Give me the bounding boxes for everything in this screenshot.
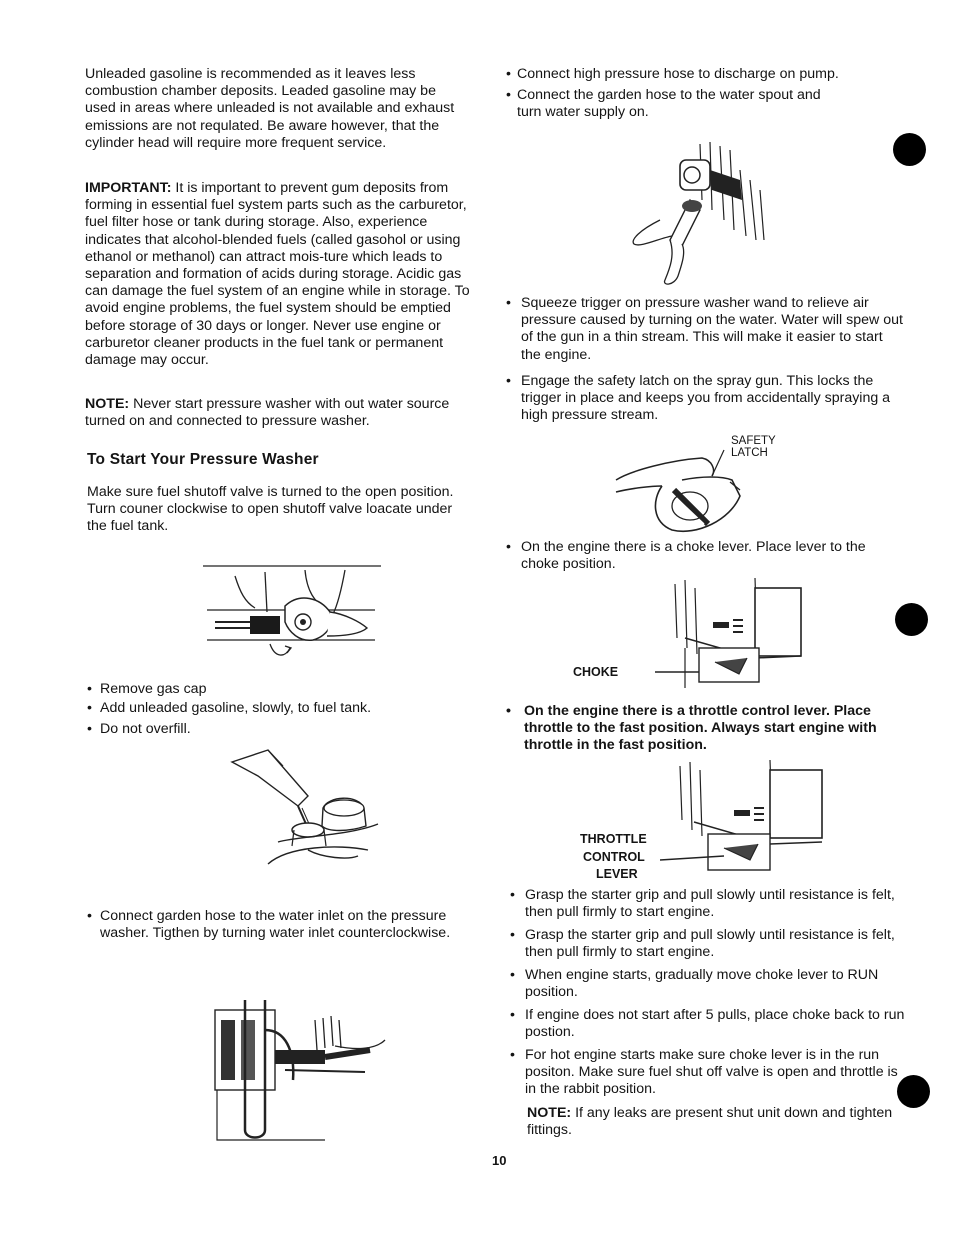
choke-lever-text: On the engine there is a choke lever. Place lever to the choke position.: [521, 539, 866, 573]
list-item: • When engine starts, gradually move choke lever to RUN position.: [510, 967, 905, 1001]
lever-label: LEVER: [596, 867, 638, 881]
list-item: • If engine does not start after 5 pulls, place choke back to run postion.: [510, 1007, 915, 1041]
connect-garden-hose-text: Connect garden hose to the water inlet on the pressure washer. Tigthen by turning water inlet counterclockwise.: [100, 908, 451, 942]
safety-label: SAFETY: [731, 435, 776, 447]
remove-gas-cap-text: Remove gas cap: [100, 681, 207, 697]
list-item: • Squeeze trigger on pressure washer wand to relieve air pressure caused by turning on the water. Water will spew out of the gun in a thin stream. This will make it easier to start the engine.: [506, 295, 906, 364]
important-label: IMPORTANT:: [85, 180, 172, 196]
connect-garden-spout-text: Connect the garden hose to the water spout and turn water supply on.: [517, 87, 821, 121]
fuel-valve-paragraph: [87, 484, 472, 536]
five-pulls-text: If engine does not start after 5 pulls, place choke back to run postion.: [525, 1007, 905, 1041]
water-inlet-illustration: [205, 990, 390, 1150]
hot-engine-text: For hot engine starts make sure choke lever is in the run positon. Make sure fuel shut off valve is open and throttle is in the rabbit position.: [525, 1047, 898, 1098]
list-item: • Engage the safety latch on the spray gun. This locks the trigger in place and keeps you from accidentally spraying a high pressure stream.: [506, 373, 896, 425]
safety-latch-text: Engage the safety latch on the spray gun. This locks the trigger in place and keeps you from accidentally spraying a high pressure stream.: [521, 373, 891, 424]
fuel-recommendation-text: Unleaded gasoline is recommended as it leaves less combustion chamber deposits. Leaded gasoline may be used in areas where unleaded is not available and exhaust emissions are not requlated. Be aware however, that the cylinder head will require more frequent service.: [85, 66, 455, 151]
list-item: • For hot engine starts make sure choke lever is in the run positon. Make sure fuel shut off valve is open and throttle is in the rabbit position.: [510, 1047, 905, 1099]
note-label: NOTE:: [527, 1105, 572, 1121]
list-item: • Add unleaded gasoline, slowly, to fuel tank.: [87, 700, 477, 717]
starter-grip-text: Grasp the starter grip and pull slowly until resistance is felt, then pull firmly to start engine.: [525, 927, 895, 961]
list-item: • Do not overfill.: [87, 721, 477, 738]
list-item: • Grasp the starter grip and pull slowly until resistance is felt, then pull firmly to start engine.: [510, 927, 905, 961]
fuel-recommendation-paragraph: [85, 66, 470, 152]
page-number: 10: [492, 1153, 507, 1168]
list-item: • Connect high pressure hose to discharge on pump.: [506, 66, 906, 83]
important-text: It is important to prevent gum deposits from forming in essential fuel system parts such as the carburetor, fuel filter hose or tank during storage. Also, experience indicates that alcohol-blended fuels (called gasohol or using ethanol or methanol) can attract mois-ture which leads to separation and formation of acids during storage. Acidic gas can damage the fuel system of an engine while in storage. To avoid engine problems, the fuel system should be emptied before storage of 30 days or longer. Never use engine or carburetor cleaner products in the fuel tank or permanent damage may occur.: [85, 180, 470, 369]
note-text: If any leaks are present shut unit down and tighten fittings.: [527, 1105, 893, 1139]
choke-illustration: [655, 578, 815, 693]
garden-spout-illustration: [630, 140, 780, 290]
important-paragraph: [85, 180, 480, 369]
starter-grip-text: Grasp the starter grip and pull slowly until resistance is felt, then pull firmly to start engine.: [525, 887, 895, 921]
add-gasoline-text: Add unleaded gasoline, slowly, to fuel tank.: [100, 700, 372, 716]
fueling-illustration: [228, 746, 388, 881]
note-leaks-paragraph: [527, 1105, 902, 1139]
note-label: NOTE:: [85, 396, 130, 412]
choke-run-text: When engine starts, gradually move choke lever to RUN position.: [525, 967, 879, 1001]
note-text: Never start pressure washer with out water source turned on and connected to pressure washer.: [85, 396, 450, 430]
choke-label: CHOKE: [573, 665, 619, 679]
throttle-lever-text: On the engine there is a throttle control lever. Place throttle to the fast position. Always start engine with throttle in the fast position.: [524, 703, 877, 754]
fuel-valve-illustration: [195, 562, 385, 674]
throttle-illustration: [660, 760, 835, 878]
fuel-valve-text: Make sure fuel shutoff valve is turned to the open position. Turn couner clockwise to open shutoff valve loacate under the fuel tank.: [87, 484, 454, 535]
list-item: • On the engine there is a choke lever. Place lever to the choke position.: [506, 539, 891, 573]
list-item: • Connect garden hose to the water inlet on the pressure washer. Tigthen by turning water inlet counterclockwise.: [87, 908, 472, 942]
squeeze-trigger-text: Squeeze trigger on pressure washer wand to relieve air pressure caused by turning on the water. Water will spew out of the gun in a thin stream. This will make it easier to start the engine.: [521, 295, 903, 363]
list-item: • Grasp the starter grip and pull slowly until resistance is felt, then pull firmly to start engine.: [510, 887, 905, 921]
list-item: • On the engine there is a throttle control lever. Place throttle to the fast position. Always start engine with throttle in the fast position.: [506, 703, 901, 755]
list-item: • Remove gas cap: [87, 681, 477, 698]
registration-mark-icon: [897, 1075, 930, 1108]
registration-mark-icon: [893, 133, 926, 166]
connect-high-pressure-hose-text: Connect high pressure hose to discharge on pump.: [517, 66, 839, 82]
note-water-paragraph: [85, 396, 470, 430]
latch-label: LATCH: [731, 447, 768, 459]
do-not-overfill-text: Do not overfill.: [100, 721, 191, 737]
throttle-label: THROTTLE: [580, 832, 647, 846]
control-label: CONTROL: [583, 850, 645, 864]
list-item: • Connect the garden hose to the water spout and turn water supply on.: [506, 87, 836, 121]
section-heading: To Start Your Pressure Washer: [87, 451, 319, 468]
registration-mark-icon: [895, 603, 928, 636]
